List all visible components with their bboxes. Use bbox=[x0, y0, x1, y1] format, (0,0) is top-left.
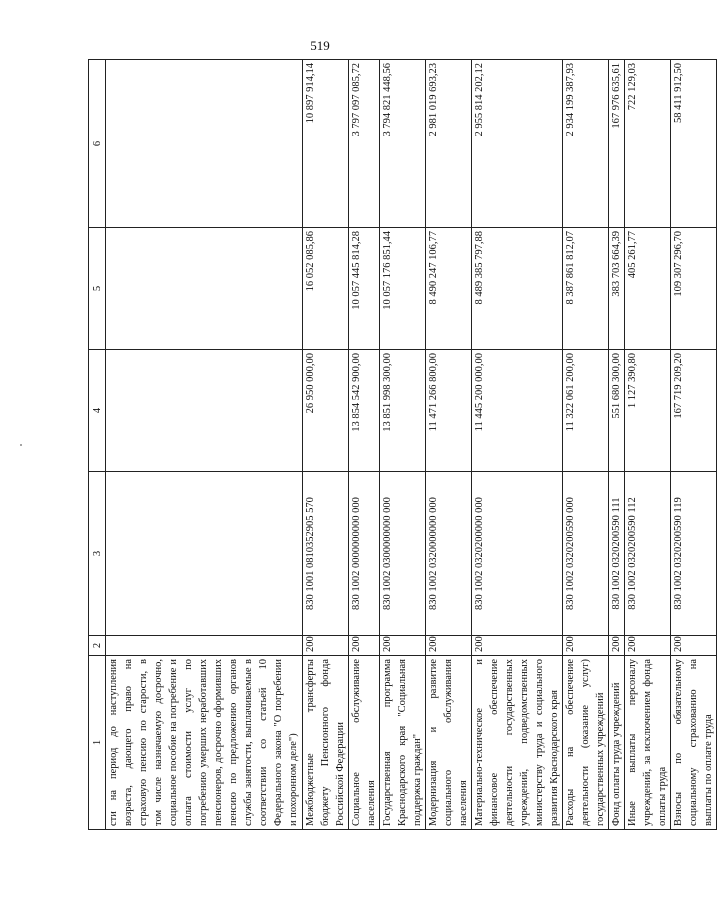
header-col-3: 3 bbox=[89, 472, 106, 636]
row-approved: 26 950 000,00 bbox=[303, 350, 349, 472]
row-code: 830 1001 0810352905 570 bbox=[303, 472, 349, 636]
row-executed: 383 703 664,39 bbox=[609, 228, 625, 350]
row-code bbox=[106, 472, 303, 636]
table-row bbox=[380, 60, 426, 830]
row-approved bbox=[106, 350, 303, 472]
row-executed: 405 261,77 bbox=[625, 228, 671, 350]
row-unexecuted bbox=[106, 60, 303, 228]
row-name: Социальное обслуживание населения bbox=[349, 656, 380, 830]
row-approved: 11 471 266 800,00 bbox=[426, 350, 472, 472]
row-executed: 8 490 247 106,77 bbox=[426, 228, 472, 350]
row-col2: 200 bbox=[625, 636, 671, 656]
row-unexecuted: 2 955 814 202,12 bbox=[472, 60, 563, 228]
row-unexecuted: 3 797 097 085,72 bbox=[349, 60, 380, 228]
row-approved: 11 322 061 200,00 bbox=[563, 350, 609, 472]
row-name: Взносы по обязательному социальному страхованию на выплаты по оплате труда bbox=[671, 656, 717, 830]
row-name: Межбюджетные трансферты бюджету Пенсионного фонда Российской Федерации bbox=[303, 656, 349, 830]
header-row bbox=[89, 60, 106, 830]
row-name: сти на период до наступления возраста, дающего право на страховую пенсию по старости, в том числе назначаемую досрочно, социальное пособие на погребение и оплата стоимости услуг по погребению умерших неработавших пенсионеров, досрочно оформивших пенсию по предложению органов службы занятости, выплачиваемые в соответствии со статьей 10 Федерального закона "О погребении и похоронном деле") bbox=[106, 656, 303, 830]
page-number: 519 bbox=[310, 38, 330, 53]
row-approved: 551 680 300,00 bbox=[609, 350, 625, 472]
row-approved: 167 719 209,20 bbox=[671, 350, 717, 472]
row-code: 830 1002 0320200590 111 bbox=[609, 472, 625, 636]
header-col-1: 1 bbox=[89, 656, 106, 830]
row-code: 830 1002 0320200000 000 bbox=[472, 472, 563, 636]
row-name: Расходы на обеспечение деятельности (оказание услуг) государственных учреждений bbox=[563, 656, 609, 830]
row-unexecuted: 2 981 019 693,23 bbox=[426, 60, 472, 228]
row-executed: 10 057 176 851,44 bbox=[380, 228, 426, 350]
row-executed: 8 387 861 812,07 bbox=[563, 228, 609, 350]
row-code: 830 1002 0320200590 112 bbox=[625, 472, 671, 636]
header-col-2: 2 bbox=[89, 636, 106, 656]
row-code: 830 1002 0320200590 119 bbox=[671, 472, 717, 636]
table-row bbox=[426, 60, 472, 830]
row-executed: 10 057 445 814,28 bbox=[349, 228, 380, 350]
table-row bbox=[472, 60, 563, 830]
row-unexecuted: 2 934 199 387,93 bbox=[563, 60, 609, 228]
table-row bbox=[609, 60, 625, 830]
row-approved: 13 851 998 300,00 bbox=[380, 350, 426, 472]
row-col2: 200 bbox=[609, 636, 625, 656]
table-row bbox=[563, 60, 609, 830]
row-executed: 8 489 385 797,88 bbox=[472, 228, 563, 350]
row-executed: 109 307 296,70 bbox=[671, 228, 717, 350]
row-approved: 11 445 200 000,00 bbox=[472, 350, 563, 472]
row-approved: 13 854 542 900,00 bbox=[349, 350, 380, 472]
header-col-5: 5 bbox=[89, 228, 106, 350]
row-approved: 1 127 390,80 bbox=[625, 350, 671, 472]
row-col2: 200 bbox=[671, 636, 717, 656]
row-unexecuted: 58 411 912,50 bbox=[671, 60, 717, 228]
scan-speck bbox=[20, 444, 22, 446]
row-name: Иные выплаты персоналу учреждений, за исключением фонда оплаты труда bbox=[625, 656, 671, 830]
table-row bbox=[625, 60, 671, 830]
row-col2: 200 bbox=[303, 636, 349, 656]
table-row bbox=[303, 60, 349, 830]
row-code: 830 1002 0320200590 000 bbox=[563, 472, 609, 636]
row-executed: 16 052 085,86 bbox=[303, 228, 349, 350]
row-col2: 200 bbox=[472, 636, 563, 656]
row-name: Государственная программа Краснодарского края "Социальная поддержка граждан" bbox=[380, 656, 426, 830]
header-col-6: 6 bbox=[89, 60, 106, 228]
row-name: Материально-техническое и финансовое обеспечение деятельности государственных учреждений, подведомственных министерству труда и социального развития Краснодарского края bbox=[472, 656, 563, 830]
rotated-table-container bbox=[88, 60, 714, 830]
row-col2: 200 bbox=[426, 636, 472, 656]
row-name: Модернизация и развитие социального обслуживания населения bbox=[426, 656, 472, 830]
row-code: 830 1002 0000000000 000 bbox=[349, 472, 380, 636]
header-col-4: 4 bbox=[89, 350, 106, 472]
row-unexecuted: 10 897 914,14 bbox=[303, 60, 349, 228]
table-row bbox=[106, 60, 303, 830]
budget-table bbox=[88, 59, 717, 830]
row-name: Фонд оплаты труда учреждений bbox=[609, 656, 625, 830]
table-row bbox=[349, 60, 380, 830]
row-col2 bbox=[106, 636, 303, 656]
row-unexecuted: 722 129,03 bbox=[625, 60, 671, 228]
row-col2: 200 bbox=[563, 636, 609, 656]
table-row bbox=[671, 60, 717, 830]
row-executed bbox=[106, 228, 303, 350]
row-col2: 200 bbox=[380, 636, 426, 656]
row-code: 830 1002 0300000000 000 bbox=[380, 472, 426, 636]
row-code: 830 1002 0320000000 000 bbox=[426, 472, 472, 636]
row-unexecuted: 167 976 635,61 bbox=[609, 60, 625, 228]
row-col2: 200 bbox=[349, 636, 380, 656]
row-unexecuted: 3 794 821 448,56 bbox=[380, 60, 426, 228]
